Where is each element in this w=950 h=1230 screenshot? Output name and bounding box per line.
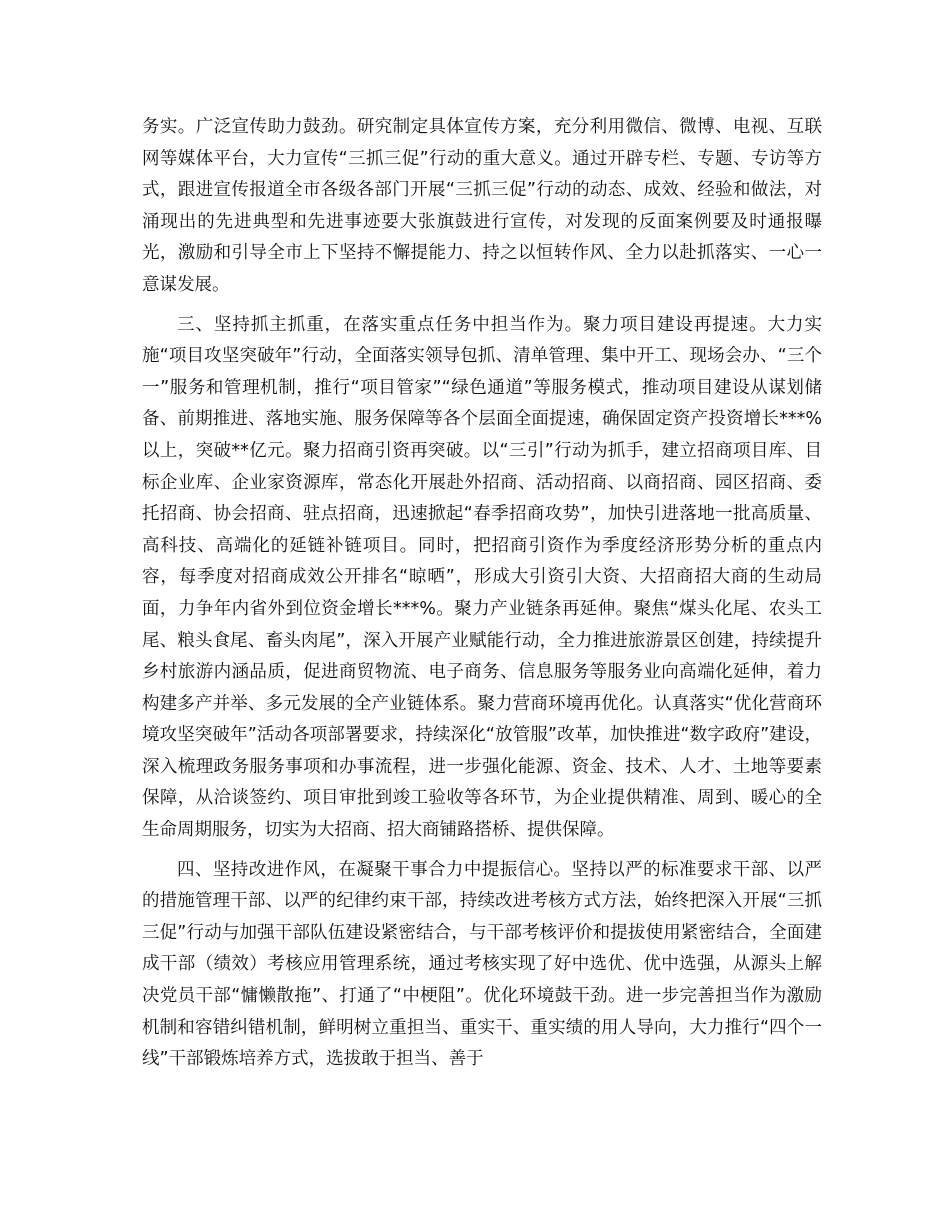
paragraph-section-four: 四、坚持改进作风，在凝聚干事合力中提振信心。坚持以严的标准要求干部、以严的措施管理干部、以严的纪律约束干部，持续改进考核方式方法，始终把深入开展“三抓三促”行动与加强干部队伍建设紧密结合，与干部考核评价和提拔使用紧密结合，全面建成干部（绩效）考核应用管理系统，通过考核实现了好中选优、优中选强，从源头上解决党员干部“慵懒散拖”、打通了“中梗阻”。优化环境鼓干劲。进一步完善担当作为激励机制和容错纠错机制，鲜明树立重担当、重实干、重实绩的用人导向，大力推行“四个一线”干部锻炼培养方式，选拔敢于担当、善于 bbox=[142, 859, 822, 1070]
document-page bbox=[142, 112, 822, 1084]
paragraph-continuation: 务实。广泛宣传助力鼓劲。研究制定具体宣传方案，充分利用微信、微博、电视、互联网等媒体平台，大力宣传“三抓三促”行动的重大意义。通过开辟专栏、专题、专访等方式，跟进宣传报道全市各级各部门开展“三抓三促”行动的动态、成效、经验和做法，对涌现出的先进典型和先进事迹要大张旗鼓进行宣传，对发现的反面案例要及时通报曝光，激励和引导全市上下坚持不懈提能力、持之以恒转作风、全力以赴抓落实、一心一意谋发展。 bbox=[142, 117, 822, 295]
paragraph-section-three: 三、坚持抓主抓重，在落实重点任务中担当作为。聚力项目建设再提速。大力实施“项目攻坚突破年”行动，全面落实领导包抓、清单管理、集中开工、现场会办、“三个一”服务和管理机制，推行“项目管家”“绿色通道”等服务模式，推动项目建设从谋划储备、前期推进、落地实施、服务保障等各个层面全面提速，确保固定资产投资增长***%以上，突破**亿元。聚力招商引资再突破。以“三引”行动为抓手，建立招商项目库、目标企业库、企业家资源库，常态化开展赴外招商、活动招商、以商招商、园区招商、委托招商、协会招商、驻点招商，迅速掀起“春季招商攻势”，加快引进落地一批高质量、高科技、高端化的延链补链项目。同时，把招商引资作为季度经济形势分析的重点内容，每季度对招商成效公开排名“晾晒”，形成大引资引大资、大招商招大商的生动局面，力争年内省外到位资金增长***%。聚力产业链条再延伸。聚焦“煤头化尾、农头工尾、粮头食尾、畜头肉尾”，深入开展产业赋能行动，全力推进旅游景区创建，持续提升乡村旅游内涵品质，促进商贸物流、电子商务、信息服务等服务业向高端化延伸，着力构建多产并举、多元发展的全产业链体系。聚力营商环境再优化。认真落实“优化营商环境攻坚突破年”活动各项部署要求，持续深化“放管服”改革，加快推进“数字政府”建设，深入梳理政务服务事项和办事流程，进一步强化能源、资金、技术、人才、土地等要素保障，从洽谈签约、项目审批到竣工验收等各环节，为企业提供精准、周到、暖心的全生命周期服务，切实为大招商、招大商铺路搭桥、提供保障。 bbox=[142, 314, 822, 841]
